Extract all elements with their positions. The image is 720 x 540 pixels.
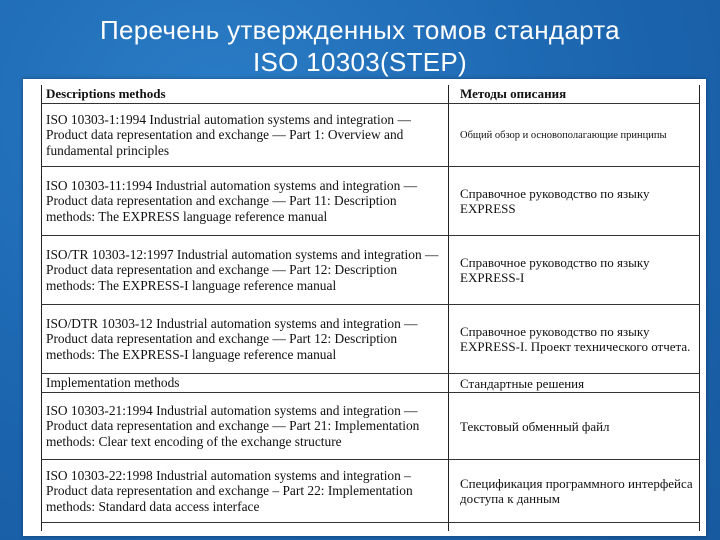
row-en: ISO 10303-22:1998 Industrial automation systems and integration – Product data representation and exchange – Part 22: Implementation methods: Standard data access interface bbox=[41, 460, 448, 523]
row-ru: Общий обзор и основополагающие принципы bbox=[448, 104, 700, 167]
table-row bbox=[41, 167, 700, 236]
table-row bbox=[41, 393, 700, 460]
table-header-row bbox=[41, 85, 700, 104]
row-ru: Стандартные решения bbox=[448, 374, 700, 393]
table-row bbox=[41, 305, 700, 374]
standards-table bbox=[41, 85, 700, 523]
table-row bbox=[41, 236, 700, 305]
row-ru: Текстовый обменный файл bbox=[448, 393, 700, 460]
row-ru: Справочное руководство по языку EXPRESS-I bbox=[448, 236, 700, 305]
row-en: ISO/TR 10303-12:1997 Industrial automation systems and integration — Product data representation and exchange — Part 12: Description methods: The EXPRESS-I language reference manual bbox=[41, 236, 448, 305]
slide-title bbox=[0, 14, 720, 78]
slide-title-line-2: ISO 10303(STEP) bbox=[252, 47, 468, 77]
table-row bbox=[41, 104, 700, 167]
row-en: ISO/DTR 10303-12 Industrial automation systems and integration — Product data representation and exchange — Part 12: Description methods: The EXPRESS-I language reference manual bbox=[41, 305, 448, 374]
slide-title-line-1: Перечень утвержденных томов стандарта bbox=[100, 15, 620, 45]
table-row bbox=[41, 374, 700, 393]
row-ru: Справочное руководство по языку EXPRESS bbox=[448, 167, 700, 236]
row-en: ISO 10303-21:1994 Industrial automation systems and integration — Product data representation and exchange — Part 21: Implementation methods: Clear text encoding of the exchange structure bbox=[41, 393, 448, 460]
header-ru: Методы описания bbox=[448, 85, 700, 104]
row-en: ISO 10303-1:1994 Industrial automation systems and integration — Product data representation and exchange — Part 1: Overview and fundamental principles bbox=[41, 104, 448, 167]
row-en: ISO 10303-11:1994 Industrial automation systems and integration — Product data representation and exchange — Part 11: Description methods: The EXPRESS language reference manual bbox=[41, 167, 448, 236]
row-en: Implementation methods bbox=[41, 374, 448, 393]
header-en: Descriptions methods bbox=[41, 85, 448, 104]
row-ru: Спецификация программного интерфейса доступа к данным bbox=[448, 460, 700, 523]
row-ru: Справочное руководство по языку EXPRESS-I. Проект технического отчета. bbox=[448, 305, 700, 374]
scanned-standards-table bbox=[23, 79, 706, 536]
table-row bbox=[41, 460, 700, 523]
